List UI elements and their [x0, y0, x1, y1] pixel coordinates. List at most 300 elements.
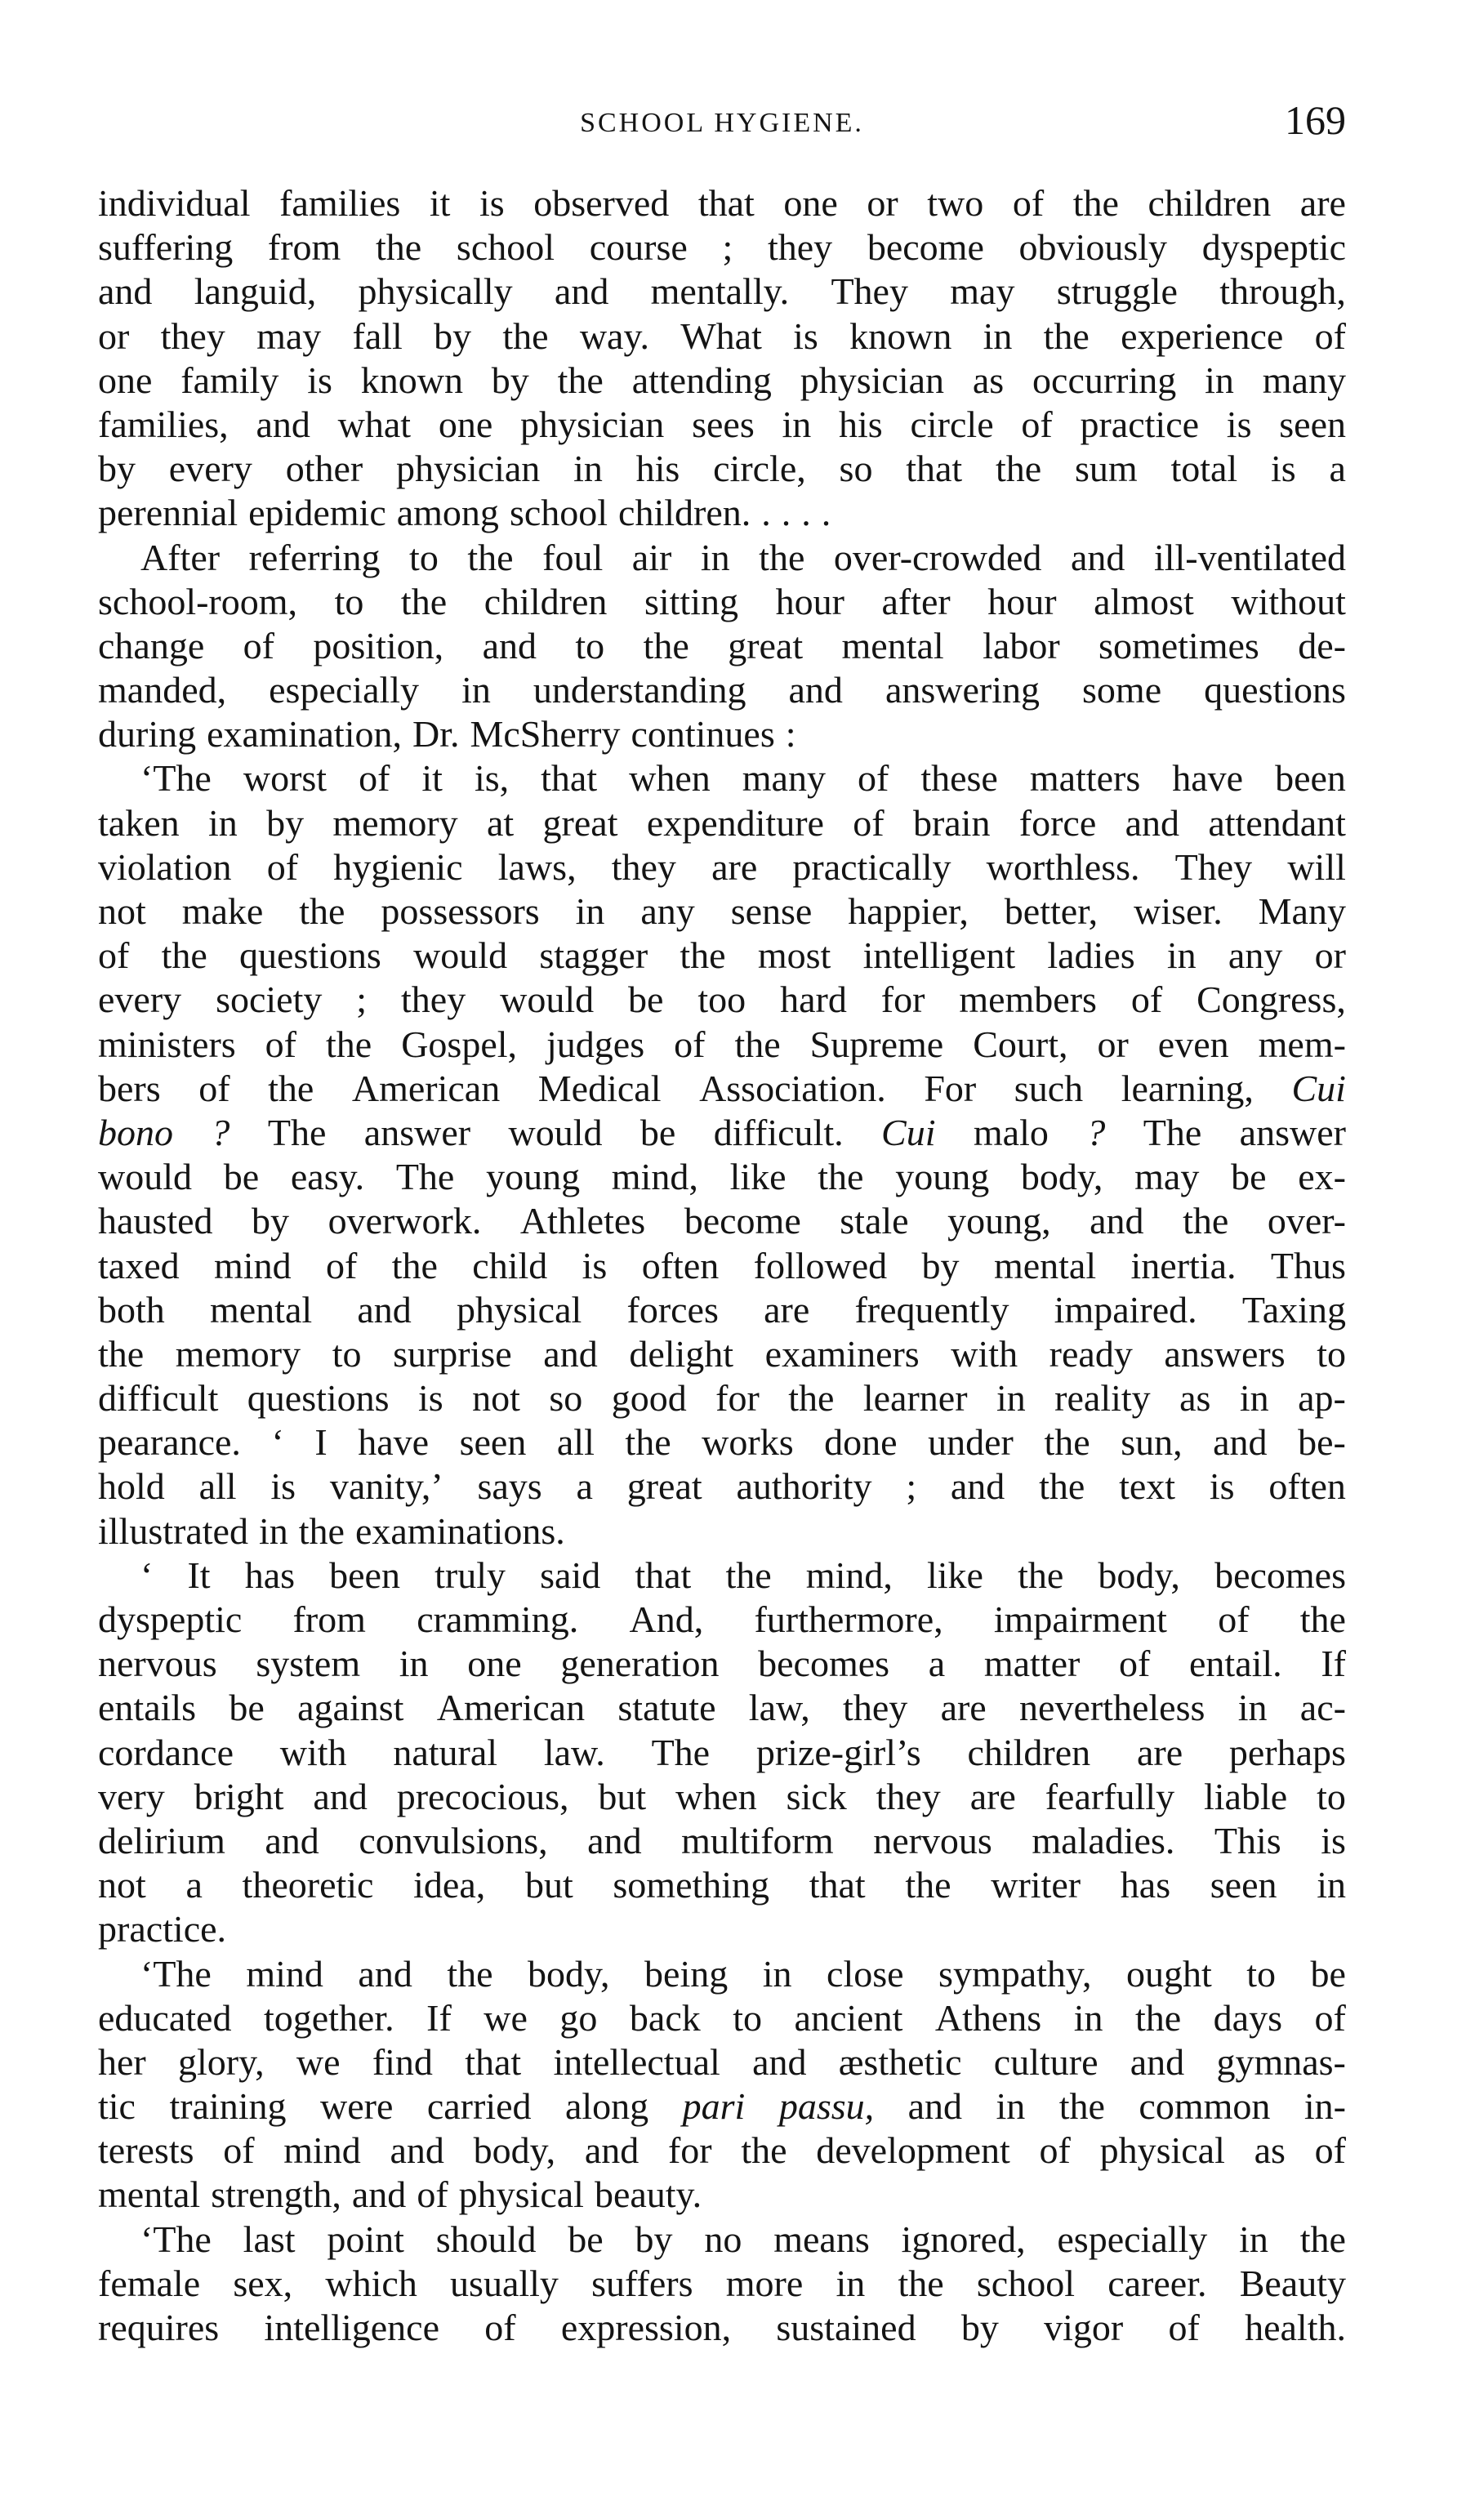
word: wiser. [1134, 890, 1223, 932]
word: in [983, 314, 1013, 357]
word: go [559, 1996, 598, 2039]
word: career. [1107, 2262, 1207, 2304]
word: intelligent [862, 934, 1016, 977]
word: seen [1210, 1864, 1277, 1906]
word: entail. [1189, 1643, 1282, 1685]
word: seen [459, 1421, 527, 1464]
word: the [298, 1509, 345, 1552]
word: school [509, 492, 608, 534]
word: such [1014, 1067, 1084, 1109]
word: continues [631, 713, 775, 756]
word: the [299, 890, 345, 932]
word: from [292, 1598, 366, 1640]
word: of [325, 1244, 358, 1286]
word: the [326, 1023, 372, 1065]
word: any [1228, 934, 1283, 977]
word: children [484, 580, 608, 622]
word: but [524, 1864, 573, 1906]
word: mental [841, 624, 944, 666]
word: are [711, 845, 758, 888]
word: Thus [1270, 1244, 1346, 1286]
text-line [98, 934, 1346, 978]
word: especially [1057, 2218, 1208, 2260]
word: at [487, 801, 515, 844]
word: overwork. [328, 1200, 482, 1242]
word: obviously [1018, 226, 1168, 269]
word: way. [579, 314, 649, 357]
word: The [267, 1111, 327, 1153]
word: suffering [98, 226, 234, 269]
word: too [697, 979, 746, 1021]
word: inertia. [1130, 1244, 1237, 1286]
text-line [98, 1420, 1346, 1464]
word: memory [332, 801, 458, 844]
word: This [1214, 1819, 1281, 1861]
word: experience [1121, 314, 1284, 357]
word: Medical [537, 1067, 662, 1109]
text-line [98, 1642, 1346, 1686]
word: is [582, 1244, 608, 1286]
text-line [98, 1023, 1346, 1067]
word: is [1321, 1819, 1346, 1861]
word: or [98, 314, 130, 357]
word: would [413, 934, 508, 977]
word: among [396, 492, 499, 534]
word: practice [1080, 403, 1200, 445]
word: mental [209, 1288, 313, 1331]
word: and [256, 403, 310, 445]
word: they [401, 979, 466, 1021]
word: body, [528, 1952, 610, 1995]
word: examination, [207, 713, 402, 756]
word: perennial [98, 492, 238, 534]
word: ? [211, 1111, 230, 1153]
word: practically [792, 845, 951, 888]
text-line [98, 1509, 1346, 1554]
word: great [542, 801, 618, 844]
word: the [1043, 314, 1090, 357]
word: hour [987, 580, 1057, 622]
word: nevertheless [1019, 1687, 1205, 1729]
word: forces [626, 1288, 719, 1331]
word: will [1287, 845, 1346, 888]
text-line [98, 2040, 1346, 2084]
word: from [267, 226, 341, 269]
word: in- [1304, 2085, 1346, 2128]
word: great [728, 624, 804, 666]
word: ignored, [901, 2218, 1026, 2260]
word: the [376, 226, 422, 269]
word: answering [885, 669, 1041, 711]
word: known [849, 314, 952, 357]
word: have [1172, 757, 1244, 800]
word: no [704, 2218, 742, 2260]
word: physical [457, 1288, 582, 1331]
word: development [816, 2129, 1010, 2172]
word: is [307, 359, 332, 401]
word: body, [1020, 1156, 1103, 1198]
word: the [391, 1244, 438, 1286]
word: American [351, 1067, 501, 1109]
word: ought [1125, 1952, 1212, 1995]
word: that [541, 757, 598, 800]
word: to [1317, 1775, 1346, 1817]
text-line [98, 1332, 1346, 1376]
word: the [447, 1952, 493, 1995]
word: passu, [778, 2085, 875, 2128]
word: prize-girl’s [755, 1731, 921, 1773]
page-number: 169 [1285, 97, 1346, 143]
word: training [169, 2085, 287, 2128]
word: for [880, 979, 925, 1021]
word: Dr. [412, 713, 460, 756]
word: vanity,’ [329, 1465, 443, 1508]
text-line [98, 1686, 1346, 1730]
word: and [351, 2173, 407, 2216]
word: delight [629, 1332, 734, 1375]
word: like [926, 1554, 983, 1596]
word: other [285, 448, 363, 490]
word: precocious, [396, 1775, 569, 1817]
word: expression, [560, 2307, 732, 2348]
word: and [584, 2129, 640, 2172]
word: cramming. [417, 1598, 579, 1640]
word: many [742, 757, 826, 800]
word: in [1205, 359, 1234, 401]
word: and [907, 2085, 963, 2128]
word: these [920, 757, 998, 800]
word: attendant [1208, 801, 1346, 844]
word: mind [214, 1244, 292, 1286]
word: worst [243, 757, 328, 800]
word: Court, [973, 1023, 1068, 1065]
word: understanding [533, 669, 746, 711]
word: ap- [1298, 1377, 1346, 1420]
word: Cui [1291, 1067, 1346, 1109]
word: ? [1086, 1111, 1106, 1153]
word: sometimes [1099, 624, 1259, 666]
word: position, [313, 624, 444, 666]
word: gymnas- [1216, 2040, 1346, 2083]
word: his [839, 403, 883, 445]
word: truly [435, 1554, 506, 1596]
word: the [643, 624, 689, 666]
text-line [98, 801, 1346, 845]
word: mental [993, 1244, 1097, 1286]
word: For [924, 1067, 977, 1109]
word: Beauty [1239, 2262, 1346, 2304]
word: expenditure [646, 801, 824, 844]
word: questions [1204, 669, 1346, 711]
word: of [1218, 1598, 1250, 1640]
word: epidemic [248, 492, 386, 534]
word: by [960, 2307, 999, 2348]
word: has [1120, 1864, 1171, 1906]
word: they [843, 1687, 908, 1729]
word: Athletes [519, 1200, 646, 1242]
word: and [265, 1819, 319, 1861]
text-line [98, 403, 1346, 447]
word: days [1213, 1996, 1282, 2039]
word: some [1082, 669, 1162, 711]
word: is [1271, 448, 1296, 490]
word: one [98, 359, 153, 401]
word: and [587, 1819, 642, 1861]
word: most [757, 934, 831, 977]
word: glory, [178, 2040, 265, 2083]
word: manded, [98, 669, 227, 711]
word: practice. [98, 1908, 227, 1950]
word: violation [98, 845, 232, 888]
word: statute [617, 1687, 716, 1729]
word: mind [246, 1952, 323, 1995]
text-line [98, 978, 1346, 1022]
word: dyspeptic [1201, 226, 1346, 269]
word: has [244, 1554, 296, 1596]
word: find [372, 2040, 433, 2083]
word: and [390, 2129, 444, 2172]
word: æsthetic [838, 2040, 962, 2083]
running-title: SCHOOL HYGIENE. [580, 108, 864, 138]
word: natural [393, 1731, 498, 1773]
word: physically [358, 270, 513, 313]
word: suffers [591, 2262, 693, 2304]
word: of [243, 624, 274, 666]
word: families, [98, 403, 229, 445]
word: in [1317, 1864, 1346, 1906]
word: to [1317, 1332, 1346, 1375]
word: examiners [764, 1332, 920, 1375]
word: ‘ [140, 1554, 154, 1596]
word: are [1299, 182, 1346, 224]
word: mem- [1258, 1023, 1346, 1065]
word: of [1021, 403, 1053, 445]
text-line [98, 2084, 1346, 2129]
word: difficult [98, 1377, 219, 1420]
word: bono [98, 1111, 173, 1153]
word: in [700, 536, 730, 578]
word: in [1239, 1377, 1269, 1420]
word: of [1314, 314, 1346, 357]
text-line [98, 2218, 1346, 2262]
word: ; [906, 1465, 917, 1508]
word: impaired. [1054, 1288, 1197, 1331]
word: pearance. [98, 1421, 241, 1464]
word: in [207, 801, 238, 844]
word: mental [98, 2173, 201, 2216]
word: that [809, 1864, 866, 1906]
word: matter [983, 1643, 1081, 1685]
word: languid, [194, 270, 317, 313]
word: to [733, 1996, 763, 2039]
word: attending [631, 359, 772, 401]
word: the [818, 1156, 864, 1198]
word: they [876, 1775, 941, 1817]
word: with [951, 1332, 1018, 1375]
word: ancient [794, 1996, 903, 2039]
word: be [640, 1111, 676, 1153]
word: one [783, 182, 838, 224]
word: been [329, 1554, 400, 1596]
word: more [725, 2262, 804, 2304]
word: laws, [497, 845, 577, 888]
word: convulsions, [359, 1819, 548, 1861]
word: ladies [1047, 934, 1135, 977]
word: be [1310, 1952, 1346, 1995]
text-line [98, 447, 1346, 491]
text-line [98, 1288, 1346, 1332]
word: of [98, 934, 130, 977]
text-line [98, 889, 1346, 934]
word: the [1044, 1421, 1090, 1464]
word: memory [175, 1332, 301, 1375]
word: for [667, 2129, 712, 2172]
word: in [399, 1643, 429, 1685]
word: over-crowded [833, 536, 1042, 578]
word: the [996, 448, 1042, 490]
word: . [781, 492, 791, 534]
word: hard [780, 979, 847, 1021]
word: matters [1029, 757, 1141, 800]
word: any [640, 890, 695, 932]
word: and [482, 624, 537, 666]
word: of [265, 1023, 296, 1065]
word: great [626, 1465, 702, 1508]
word: almost [1094, 580, 1194, 622]
word: sense [730, 890, 813, 932]
word: common [1139, 2085, 1271, 2128]
word: ministers [98, 1023, 236, 1065]
word: of [1168, 2307, 1200, 2348]
word: culture [993, 2040, 1099, 2083]
word: the [161, 934, 207, 977]
word: her [98, 2040, 146, 2083]
text-line [98, 2129, 1346, 2173]
word: malo [973, 1111, 1049, 1153]
word: in [258, 1509, 288, 1552]
word: to [334, 580, 364, 622]
word: sun, [1121, 1421, 1183, 1464]
word: in [1073, 1996, 1103, 2039]
word: in [575, 890, 605, 932]
text-line [98, 1598, 1346, 1642]
word: not [98, 890, 146, 932]
word: body, [1098, 1554, 1180, 1596]
word: and [1125, 801, 1180, 844]
word: means [773, 2218, 870, 2260]
word: followed [753, 1244, 888, 1286]
word: physical [1099, 2129, 1225, 2172]
word: intellectual [553, 2040, 720, 2083]
word: is [793, 314, 818, 357]
word: make [181, 890, 264, 932]
word: they [611, 845, 676, 888]
word: the [680, 934, 726, 977]
word: strength, [211, 2173, 341, 2216]
word: in [762, 1952, 792, 1995]
word: mentally. [650, 270, 790, 313]
word: without [1231, 580, 1346, 622]
word: child [472, 1244, 548, 1286]
word: being [644, 1952, 729, 1995]
word: in [782, 403, 812, 445]
text-line [98, 1376, 1346, 1420]
word: usually [450, 2262, 559, 2304]
word: the [1072, 182, 1119, 224]
word: something [613, 1864, 770, 1906]
word: even [1157, 1023, 1229, 1065]
word: many [1262, 359, 1346, 401]
word: If [1321, 1643, 1346, 1685]
word: force [1018, 801, 1097, 844]
text-line [98, 1464, 1346, 1509]
word: It [187, 1554, 211, 1596]
word: so [549, 1377, 583, 1420]
text-line [98, 1199, 1346, 1243]
word: a [576, 1465, 593, 1508]
word: answer [1239, 1111, 1346, 1153]
word: are [764, 1288, 810, 1331]
text-line [98, 270, 1346, 314]
word: would [508, 1111, 603, 1153]
word: the [1299, 1598, 1346, 1640]
word: ex- [1298, 1156, 1346, 1198]
word: . [821, 492, 831, 534]
word: stale [840, 1200, 909, 1242]
word: works [702, 1421, 794, 1464]
text-line [98, 1067, 1346, 1111]
word: examinations. [354, 1509, 565, 1552]
word: school [976, 2262, 1075, 2304]
word: the [741, 2129, 787, 2172]
word: may [950, 270, 1015, 313]
word: children. [618, 492, 751, 534]
word: of [1314, 1996, 1346, 2039]
word: law, [748, 1687, 810, 1729]
word: they [767, 226, 833, 269]
word: foul [542, 536, 604, 578]
word: Taxing [1241, 1288, 1346, 1331]
word: . [801, 492, 811, 534]
word: and [752, 2040, 807, 2083]
word: occurring [1032, 359, 1177, 401]
word: mind, [805, 1554, 893, 1596]
word: hygienic [333, 845, 463, 888]
word: generation [560, 1643, 720, 1685]
text-line [98, 536, 1346, 580]
word: maladies. [1032, 1819, 1175, 1861]
word: it [421, 757, 443, 800]
word: requires [98, 2307, 220, 2348]
word: If [426, 1996, 452, 2039]
word: learning, [1121, 1067, 1254, 1109]
word: often [1268, 1465, 1346, 1508]
word: ‘The [140, 757, 212, 800]
word: better, [1004, 890, 1099, 932]
word: physician [520, 403, 665, 445]
word: young, [947, 1200, 1051, 1242]
word: the [1134, 1996, 1182, 2039]
word: judges [546, 1023, 645, 1065]
word: the [759, 536, 805, 578]
word: the [1183, 1200, 1229, 1242]
word: answer [363, 1111, 471, 1153]
word: be- [1298, 1421, 1346, 1464]
word: liable [1203, 1775, 1288, 1817]
word: young [486, 1156, 581, 1198]
word: beauty. [594, 2173, 702, 2216]
word: been [1275, 757, 1346, 800]
